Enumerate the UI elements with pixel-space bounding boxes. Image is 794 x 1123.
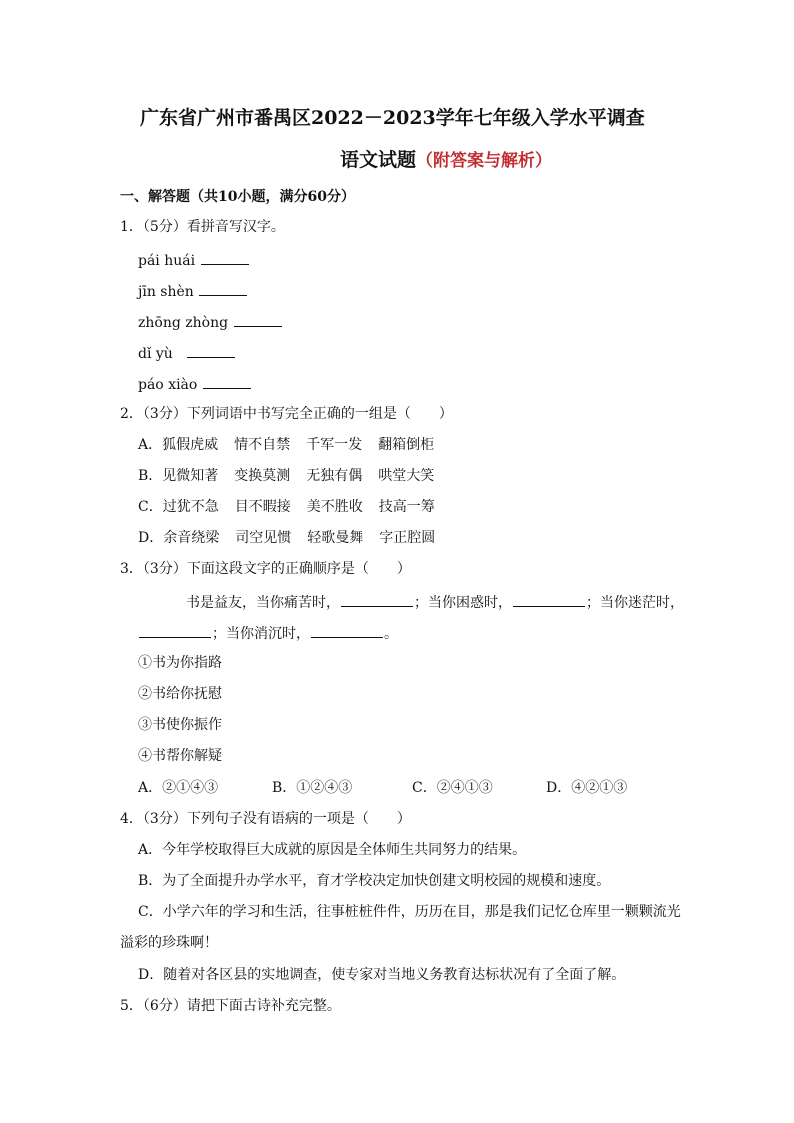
q3-sentence: ④书帮你解疑 (138, 748, 222, 764)
answer-blank[interactable] (234, 312, 282, 327)
q3-sentence: ③书使你振作 (138, 717, 222, 733)
pinyin-item: jīn shèn (138, 281, 248, 301)
answer-blank[interactable] (199, 281, 247, 296)
q3-choice-a[interactable]: A．②①④③ (138, 780, 219, 796)
pinyin-item: dǐ yù (138, 343, 236, 363)
pinyin-item: zhōng zhòng (138, 312, 283, 332)
q3-passage-line1: 书是益友，当你痛苦时， ；当你困惑时， ；当你迷茫时， (186, 592, 684, 612)
question-4-stem: 4．（3分）下列句子没有语病的一项是（ ） (120, 811, 411, 827)
q4-option-c[interactable]: C．小学六年的学习和生活，往事桩桩件件，历历在目，那是我们记忆仓库里一颗颗流光 (138, 904, 681, 920)
q3-sentence: ①书为你指路 (138, 655, 222, 671)
q2-option-b[interactable]: B．见微知著 变换莫测 无独有偶 哄堂大笑 (138, 468, 435, 484)
q4-option-a[interactable]: A．今年学校取得巨大成就的原因是全体师生共同努力的结果。 (138, 842, 527, 858)
question-1-stem: 1．（5分）看拼音写汉字。 (120, 219, 285, 235)
q4-option-d[interactable]: D．随着对各区县的实地调查，使专家对当地义务教育达标状况有了全面了解。 (138, 967, 626, 983)
answer-note: （附答案与解析） (416, 151, 553, 171)
answer-blank[interactable] (187, 343, 235, 358)
pinyin-item: pái huái (138, 250, 250, 270)
q4-option-c-continued: 溢彩的珍珠啊！ (120, 935, 218, 951)
answer-blank[interactable] (203, 374, 251, 389)
answer-blank[interactable] (311, 623, 383, 638)
question-2-stem: 2．（3分）下列词语中书写完全正确的一组是（ ） (120, 406, 453, 422)
q2-option-c[interactable]: C．过犹不急 目不暇接 美不胜收 技高一筹 (138, 499, 435, 515)
answer-blank[interactable] (201, 250, 249, 265)
q3-choice-c[interactable]: C．②④①③ (412, 780, 493, 796)
q3-sentence: ②书给你抚慰 (138, 686, 222, 702)
answer-blank[interactable] (139, 623, 211, 638)
subject-title: 语文试题 (340, 149, 417, 171)
q4-option-b[interactable]: B．为了全面提升办学水平，育才学校决定加快创建文明校园的规模和速度。 (138, 873, 611, 889)
question-5-stem: 5．（6分）请把下面古诗补充完整。 (120, 998, 341, 1014)
answer-blank[interactable] (341, 592, 413, 607)
answer-blank[interactable] (513, 592, 585, 607)
q3-choice-d[interactable]: D．④②①③ (546, 780, 628, 796)
q3-choice-b[interactable]: B．①②④③ (272, 780, 353, 796)
pinyin-item: páo xiào (138, 374, 252, 394)
q2-option-a[interactable]: A．狐假虎威 情不自禁 千军一发 翻箱倒柜 (138, 437, 435, 453)
question-3-stem: 3．（3分）下面这段文字的正确顺序是（ ） (120, 561, 411, 577)
exam-title-line2 (340, 148, 552, 173)
section-heading: 一、解答题（共10小题，满分60分） (120, 189, 355, 205)
exam-title-line1: 广东省广州市番禺区2022－2023学年七年级入学水平调查 (140, 107, 645, 129)
q2-option-d[interactable]: D．余音绕梁 司空见惯 轻歌曼舞 字正腔圆 (138, 530, 436, 546)
q3-passage-line2: ；当你消沉时， 。 (138, 623, 398, 643)
